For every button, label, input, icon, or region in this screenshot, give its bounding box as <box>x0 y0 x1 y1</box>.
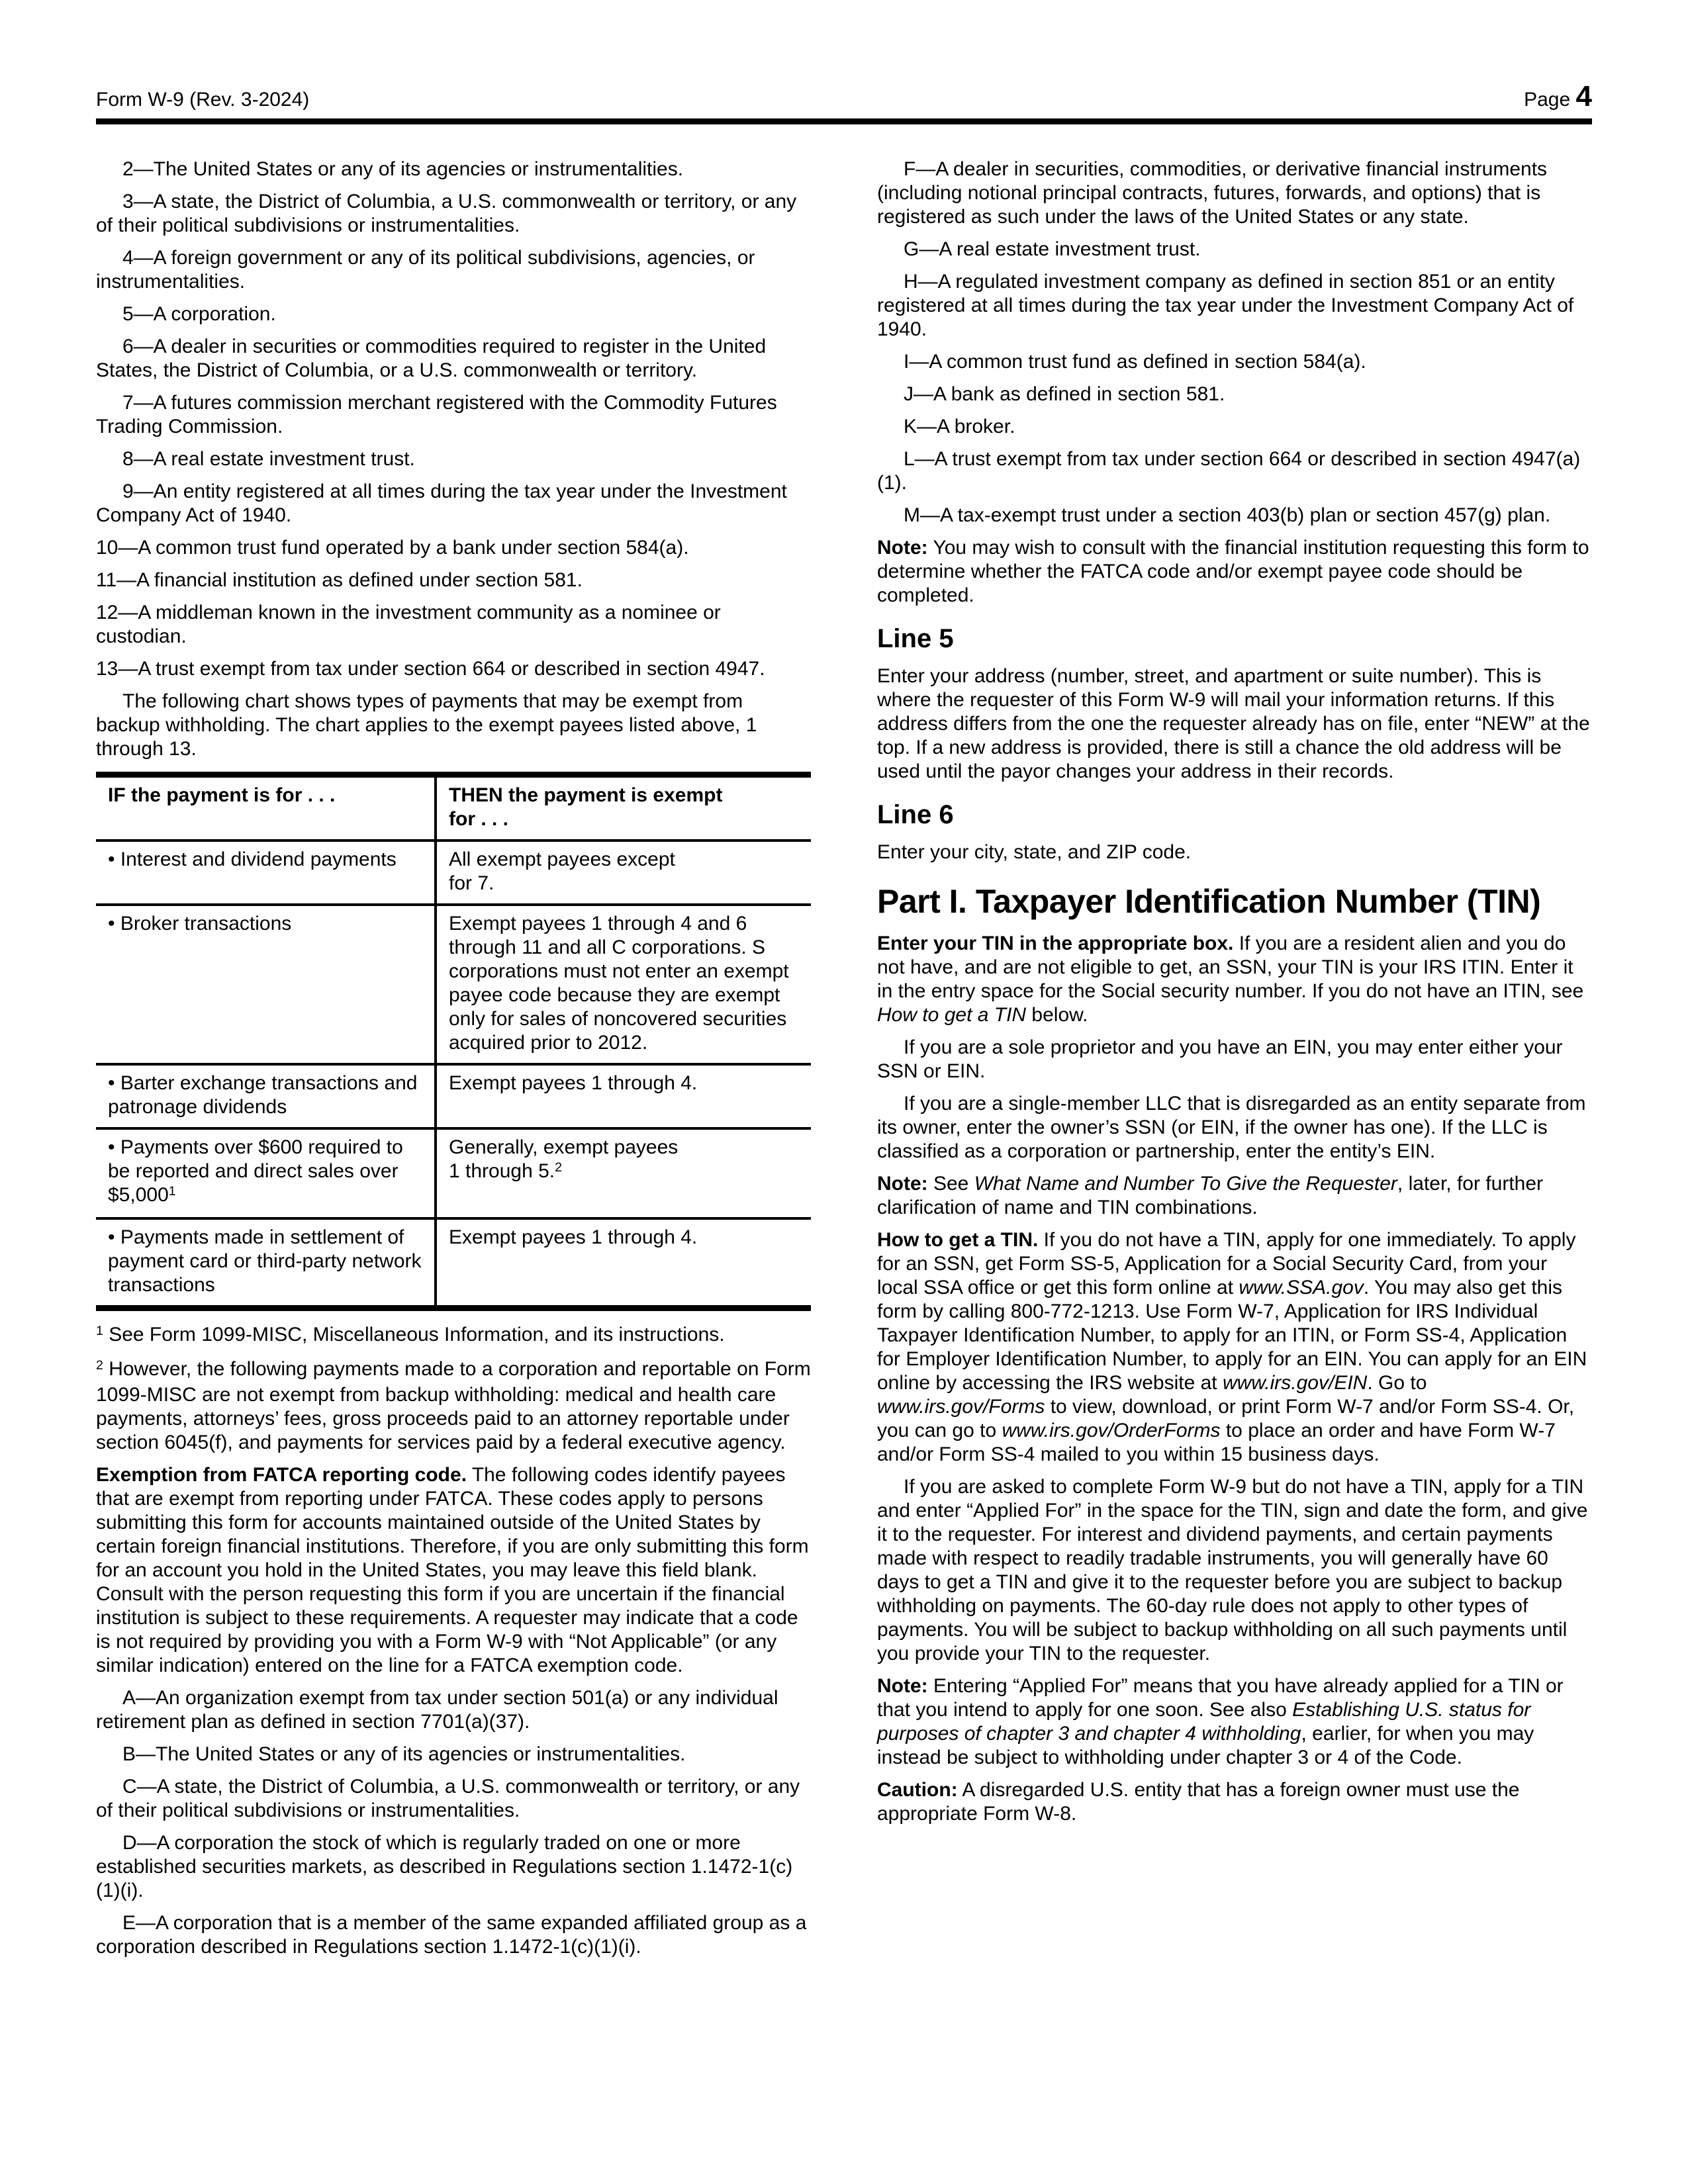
text-segment: 2—The United States or any of its agencies or instrumentalities. <box>122 158 684 180</box>
table-cell <box>436 841 811 905</box>
text-segment: , earlier, for when you may instead be subject to withholding under chapter 3 or 4 of the Code. <box>877 1723 1534 1768</box>
text-segment: www.SSA.gov <box>1239 1277 1364 1298</box>
text-segment: A—An organization exempt from tax under section 501(a) or any individual retirement plan as defined in section 7701(a)(37). <box>96 1687 778 1733</box>
part1-paragraph <box>877 1778 1592 1826</box>
exempt-payments-table <box>96 772 811 1311</box>
text-segment: 2 <box>96 1358 103 1373</box>
exempt-payee-item <box>96 158 811 181</box>
table-header-then <box>436 775 811 841</box>
text-segment: for . . . <box>449 808 508 830</box>
part1-paragraph <box>877 1228 1592 1467</box>
part1-paragraph <box>877 1036 1592 1083</box>
form-title: Form W-9 (Rev. 3-2024) <box>96 89 310 111</box>
fatca-code-item <box>96 1911 811 1959</box>
text-segment: G—A real estate investment trust. <box>904 238 1201 260</box>
fatca-code-item <box>96 1743 811 1766</box>
part1-body <box>877 932 1592 1826</box>
text-segment: If you are a sole proprietor and you have an EIN, you may enter either your SSN or EIN. <box>877 1036 1563 1082</box>
text-segment: How to get a TIN. <box>877 1229 1039 1251</box>
text-segment: All exempt payees except <box>449 848 675 870</box>
text-segment: Enter your TIN in the appropriate box. <box>877 933 1234 954</box>
table-cell <box>436 1064 811 1128</box>
fatca-code-item <box>877 383 1592 406</box>
text-segment: to view, download, or print Form W-7 and/or Form SS-4. Or, you can go to <box>877 1396 1575 1441</box>
table-head <box>96 775 811 841</box>
text-segment: The following codes identify payees that are exempt from reporting under FATCA. These codes apply to persons submitting this form for accounts maintained outside of the United States by certain foreign financial institutions. Therefore, if you are only submitting this form for an account you hold in the United States, you may leave this field blank. Consult with the person requesting this form if you are uncertain if the financial institution is subject to these requirements. A requester may indicate that a code is not required by providing you with a Form W-9 with “Not Applicable” (or any similar indication) entered on the line for a FATCA exemption code. <box>96 1464 809 1676</box>
text-segment: 9—An entity registered at all times during the tax year under the Investment Company Act of 1940. <box>96 480 787 526</box>
text-segment: 4—A foreign government or any of its political subdivisions, agencies, or instrumentalities. <box>96 247 755 293</box>
fatca-codes-f-m <box>877 158 1592 527</box>
text-segment: Establishing U.S. status for purposes of chapter 3 and chapter 4 withholding <box>877 1699 1531 1745</box>
text-segment: See Form 1099-MISC, Miscellaneous Information, and its instructions. <box>103 1324 725 1345</box>
fatca-code-item <box>96 1686 811 1734</box>
fatca-code-item <box>877 350 1592 374</box>
part1-paragraph <box>877 1674 1592 1770</box>
page-header <box>96 80 1592 113</box>
exempt-payee-item <box>96 657 811 681</box>
table-header-row <box>96 775 811 841</box>
exempt-payee-item <box>96 480 811 527</box>
text-segment: below. <box>1026 1004 1088 1026</box>
part1-paragraph <box>877 1172 1592 1220</box>
text-segment: F—A dealer in securities, commodities, or derivative financial instruments (including notional principal contracts, futures, forwards, and options) that is registered as such under the laws of the United States or any state. <box>877 158 1548 228</box>
text-segment: . Go to <box>1367 1372 1427 1394</box>
right-column <box>877 158 1592 1968</box>
fatca-code-item <box>96 1775 811 1823</box>
text-segment: to place an order and have Form W-7 and/or Form SS-4 mailed to you within 15 business days. <box>877 1420 1556 1465</box>
table-cell <box>436 905 811 1064</box>
fatca-codes-a-e <box>96 1686 811 1959</box>
text-segment: 3—A state, the District of Columbia, a U.S. commonwealth or territory, or any of their political subdivisions or instrumentalities. <box>96 191 797 236</box>
text-segment: Note: <box>877 537 928 559</box>
text-segment: What Name and Number To Give the Requester <box>974 1173 1397 1195</box>
text-segment: IF the payment is for . . . <box>108 784 336 806</box>
text-segment: • Interest and dividend payments <box>108 848 397 870</box>
text-segment: If you are asked to complete Form W-9 but do not have a TIN, apply for a TIN and enter “Applied For” in the space for the TIN, sign and date the form, and give it to the requester. For interest and dividend payments, and certain payments made with respect to readily tradable instruments, you will generally have 60 days to get a TIN and give it to the requester before you are subject to backup withholding on payments. The 60-day rule does not apply to other types of payments. You will be subject to backup withholding on all such payments until you provide your TIN to the requester. <box>877 1476 1588 1664</box>
text-segment: www.irs.gov/Forms <box>877 1396 1045 1418</box>
fatca-code-item <box>877 447 1592 495</box>
table-row <box>96 1128 811 1218</box>
page-word: Page <box>1524 89 1571 111</box>
text-segment: I—A common trust fund as defined in section 584(a). <box>904 351 1366 373</box>
text-segment: • Barter exchange transactions and patronage dividends <box>108 1072 418 1118</box>
exempt-payee-item <box>96 601 811 649</box>
text-segment: • Broker transactions <box>108 913 292 934</box>
table-row <box>96 905 811 1064</box>
text-segment: See <box>927 1173 974 1195</box>
text-segment: Generally, exempt payees <box>449 1136 679 1158</box>
fatca-code-item <box>877 504 1592 527</box>
table-cell <box>96 1064 436 1128</box>
page-indicator <box>1524 80 1592 113</box>
text-segment: 1 <box>96 1324 103 1339</box>
text-segment: 13—A trust exempt from tax under section 664 or described in section 4947. <box>96 658 765 680</box>
table-cell <box>96 841 436 905</box>
text-segment: If you are a single-member LLC that is disregarded as an entity separate from its owner, enter the owner’s SSN (or EIN, if the owner has one). If the LLC is classified as a corporation or partnership, enter the entity’s EIN. <box>877 1093 1586 1162</box>
header-rule <box>96 118 1592 124</box>
text-segment: C—A state, the District of Columbia, a U.S. commonwealth or territory, or any of their political subdivisions or instrumentalities. <box>96 1776 800 1821</box>
exempt-payee-item <box>96 246 811 294</box>
table-cell <box>96 1218 436 1308</box>
text-segment: Note: <box>877 1675 928 1697</box>
text-segment: However, the following payments made to a corporation and reportable on Form 1099-MISC are not exempt from backup withholding: medical and health care payments, attorneys’ fees, gross proceeds paid to an attorney reportable under section 6045(f), and payments for services paid by a federal executive agency. <box>96 1358 811 1453</box>
exempt-payee-list <box>96 158 811 681</box>
text-segment: How to get a TIN <box>877 1004 1027 1026</box>
part1-paragraph <box>877 932 1592 1027</box>
text-segment: • Payments made in settlement of payment card or third-party network transactions <box>108 1226 422 1296</box>
exempt-payee-item <box>96 335 811 383</box>
text-segment: 5—A corporation. <box>122 303 276 325</box>
text-segment: B—The United States or any of its agencies or instrumentalities. <box>122 1743 686 1765</box>
fatca-note <box>877 536 1592 608</box>
part1-paragraph <box>877 1475 1592 1666</box>
line6-heading: Line 6 <box>877 800 954 829</box>
line5-heading: Line 5 <box>877 624 954 653</box>
fatca-code-item <box>877 270 1592 341</box>
exempt-payee-item <box>96 536 811 560</box>
footnote <box>96 1323 811 1349</box>
table-cell <box>96 905 436 1064</box>
exempt-payee-item <box>96 190 811 238</box>
part1-paragraph <box>877 1092 1592 1163</box>
text-segment: E—A corporation that is a member of the same expanded affiliated group as a corporation described in Regulations section 1.1472-1(c)(1)(i). <box>96 1912 807 1958</box>
text-segment: You may wish to consult with the financial institution requesting this form to determine whether the FATCA code and/or exempt payee code should be completed. <box>877 537 1589 606</box>
text-segment: Entering “Applied For” means that you have already applied for a TIN or that you intend to apply for one soon. See also <box>877 1675 1564 1721</box>
footnotes <box>96 1323 811 1455</box>
text-segment: , later, for further clarification of name and TIN combinations. <box>877 1173 1544 1218</box>
text-segment: 10—A common trust fund operated by a bank under section 584(a). <box>96 537 689 559</box>
text-segment: 8—A real estate investment trust. <box>122 448 415 470</box>
text-segment: H—A regulated investment company as defined in section 851 or an entity registered at all times during the tax year under the Investment Company Act of 1940. <box>877 271 1574 340</box>
exempt-payee-item <box>96 302 811 326</box>
text-segment: K—A broker. <box>904 416 1015 437</box>
text-segment: If you are a resident alien and you do not have, and are not eligible to get, an SSN, your TIN is your IRS ITIN. Enter it in the entry space for the Social security number. If you do not have an ITIN, see <box>877 933 1584 1002</box>
text-segment: Exempt payees 1 through 4. <box>449 1072 698 1094</box>
table-cell <box>96 1128 436 1218</box>
table-body <box>96 841 811 1308</box>
text-segment: Note: <box>877 1173 928 1195</box>
text-segment: . You may also get this form by calling 800-772-1213. Use Form W-7, Application for IRS Individual Taxpayer Identification Number, to apply for an ITIN, or Form SS-4, Application for Employer Identification Number, to apply for an EIN. You can apply for an EIN online by accessing the IRS website at <box>877 1277 1587 1394</box>
text-segment: A disregarded U.S. entity that has a foreign owner must use the appropriate Form W-8. <box>877 1779 1520 1825</box>
line5-paragraph <box>877 664 1592 784</box>
text-segment: 11—A financial institution as defined under section 581. <box>96 569 583 591</box>
text-segment: 1 <box>168 1184 176 1199</box>
exempt-payee-item <box>96 391 811 439</box>
text-segment: Enter your city, state, and ZIP code. <box>877 841 1192 863</box>
exempt-payee-item <box>96 447 811 471</box>
two-column-body <box>96 158 1592 1968</box>
fatca-code-item <box>877 238 1592 261</box>
page-number: 4 <box>1575 80 1592 113</box>
table-row <box>96 1064 811 1128</box>
footnote <box>96 1357 811 1455</box>
text-segment: Enter your address (number, street, and apartment or suite number). This is where the requester of this Form W-9 will mail your information returns. If this address differs from the one the requester already has on file, enter “NEW” at the top. If a new address is provided, there is still a chance the old address will be used until the payor changes your address in their records. <box>877 665 1590 782</box>
text-segment: 6—A dealer in securities or commodities required to register in the United States, the District of Columbia, or a U.S. commonwealth or territory. <box>96 336 767 381</box>
text-segment: 1 through 5. <box>449 1160 555 1182</box>
table-cell <box>436 1218 811 1308</box>
text-segment: for 7. <box>449 872 494 894</box>
chart-intro <box>96 690 811 761</box>
text-segment: Exempt payees 1 through 4. <box>449 1226 698 1248</box>
fatca-code-item <box>96 1831 811 1903</box>
exempt-payee-item <box>96 569 811 592</box>
table-header-if <box>96 775 436 841</box>
text-segment: J—A bank as defined in section 581. <box>904 383 1225 405</box>
text-segment: THEN the payment is exempt <box>449 784 723 806</box>
text-segment: 12—A middleman known in the investment community as a nominee or custodian. <box>96 602 721 647</box>
text-segment: www.irs.gov/OrderForms <box>1002 1420 1221 1441</box>
table-row <box>96 1218 811 1308</box>
text-segment: Exemption from FATCA reporting code. <box>96 1464 467 1486</box>
text-segment: L—A trust exempt from tax under section 664 or described in section 4947(a)(1). <box>877 448 1581 494</box>
text-segment: • Payments over $600 required to be reported and direct sales over $5,000 <box>108 1136 403 1206</box>
text-segment: If you do not have a TIN, apply for one immediately. To apply for an SSN, get Form SS-5, Application for a Social Security Card, from your local SSA office or get this form online at <box>877 1229 1576 1298</box>
part1-heading: Part I. Taxpayer Identification Number (TIN) <box>877 883 1541 920</box>
text-segment: Exempt payees 1 through 4 and 6 through 11 and all C corporations. S corporations must not enter an exempt payee code because they are exempt only for sales of noncovered securities acquired prior to 2012. <box>449 913 789 1054</box>
text-segment: 7—A futures commission merchant registered with the Commodity Futures Trading Commission. <box>96 392 777 437</box>
text-segment: The following chart shows types of payments that may be exempt from backup withholding. The chart applies to the exempt payees listed above, 1 through 13. <box>96 690 757 760</box>
text-segment: Caution: <box>877 1779 958 1801</box>
text-segment: D—A corporation the stock of which is regularly traded on one or more established securities markets, as described in Regulations section 1.1472-1(c)(1)(i). <box>96 1832 793 1901</box>
fatca-code-item <box>877 158 1592 229</box>
fatca-code-item <box>877 415 1592 439</box>
text-segment: www.irs.gov/EIN <box>1222 1372 1368 1394</box>
left-column <box>96 158 811 1968</box>
table-row <box>96 841 811 905</box>
text-segment: M—A tax-exempt trust under a section 403(b) plan or section 457(g) plan. <box>904 504 1551 526</box>
text-segment: 2 <box>555 1160 562 1175</box>
line6-paragraph <box>877 841 1592 864</box>
fatca-exemption-paragraph <box>96 1463 811 1678</box>
table-cell <box>436 1128 811 1218</box>
